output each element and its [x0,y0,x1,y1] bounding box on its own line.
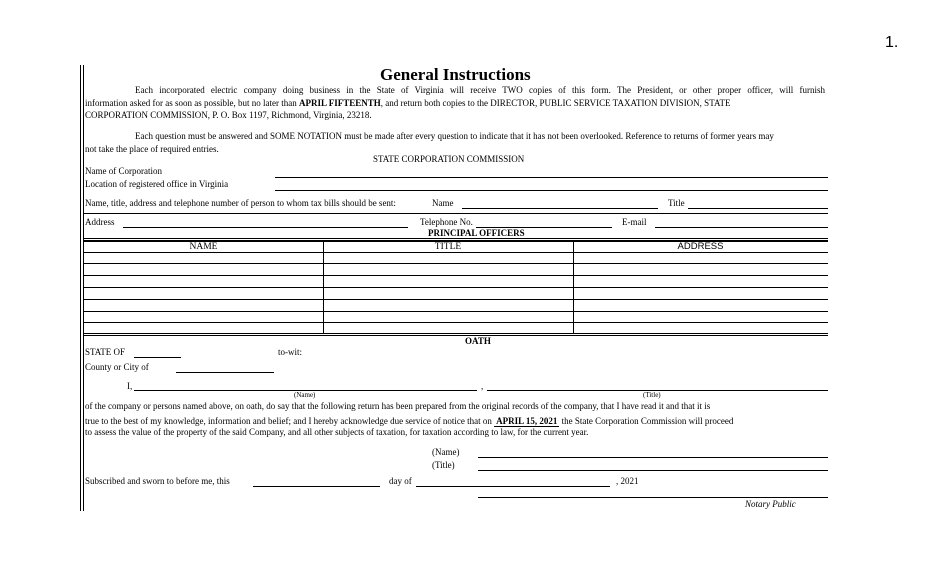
left-border-inner [83,65,84,511]
year-label: , 2021 [616,476,639,486]
address-label: Address [85,217,115,227]
page-title: General Instructions [380,65,531,84]
officers-row-line [84,299,828,300]
oath-comma: , [481,381,484,391]
signature-name-label: (Name) [432,447,460,457]
para2-line2: not take the place of required entries. [85,143,219,154]
county-field[interactable] [176,372,274,373]
oath-line-1: of the company or persons named above, on oath, do say that the following return has been prepared from the original records of the company, that I have read it and that it is [85,401,711,411]
i-label: I, [127,381,133,391]
state-of-field[interactable] [134,357,181,358]
email-label: E-mail [622,217,647,227]
para1-line1: Each incorporated electric company doing business in the State of Virginia will receive TWO copies of this form. The President, or other proper officer, will furnish [135,85,825,95]
county-label: County or City of [85,362,149,372]
instructions-paragraph-1 [85,84,825,122]
name-of-corporation-label: Name of Corporation [85,166,162,176]
officers-col-title: TITLE [434,242,462,252]
state-of-label: STATE OF [85,347,126,357]
commission-label: STATE CORPORATION COMMISSION [373,154,525,164]
page-number: 1. [885,34,899,51]
principal-officers-heading: PRINCIPAL OFFICERS [428,228,525,238]
separator-line [84,213,828,214]
instructions-paragraph-2 [85,130,825,155]
subscribed-month-field[interactable] [416,486,610,487]
telephone-label: Telephone No. [420,217,473,227]
notary-signature-field[interactable] [478,497,828,498]
day-of-label: day of [389,476,412,486]
to-wit-label: to-wit: [278,347,302,357]
officers-table-bottom [84,333,828,336]
email-field[interactable] [655,227,828,228]
title-caption: (Title) [643,391,661,399]
officers-row-line [84,252,828,253]
para1-line2-pre: information asked for as soon as possible, but no later than [85,97,299,108]
name-label: Name [432,198,454,208]
para2-line1: Each question must be answered and SOME NOTATION must be made after every question to indicate that it has not been overlooked. Reference to returns of former years may [135,131,774,141]
name-of-corporation-field[interactable] [275,177,828,178]
oath-line-2-pre: true to the best of my knowledge, information and belief; and I hereby acknowledge due service of notice that on [85,416,495,426]
officers-row-line [84,322,828,323]
location-label: Location of registered office in Virginia [85,179,229,189]
address-field[interactable] [123,227,408,228]
officers-row-line [84,287,828,288]
officers-col-divider [323,241,324,334]
officers-col-name: NAME [189,242,218,252]
oath-line-2-post: the State Corporation Commission will proceed [559,416,734,426]
location-field[interactable] [275,190,828,191]
title-field[interactable] [688,208,828,209]
subscribed-day-field[interactable] [253,486,380,487]
signature-title-label: (Title) [432,460,455,470]
oath-line-3: to assess the value of the property of the said Company, and all other subjects of taxation, for taxation according to law, for the current year. [85,427,589,437]
oath-heading: OATH [465,336,491,346]
para1-line2 [85,97,825,110]
name-caption: (Name) [294,391,316,399]
officers-col-divider [573,241,574,334]
officers-row-line [84,263,828,264]
oath-line-2 [85,416,733,426]
subscribed-label: Subscribed and sworn to before me, this [85,476,230,486]
para1-line3: CORPORATION COMMISSION, P. O. Box 1197, Richmond, Virginia, 23218. [85,110,372,120]
officers-row-line [84,275,828,276]
tax-bill-person-label: Name, title, address and telephone number of person to whom tax bills should be sent: [85,198,396,208]
officers-row-line [84,311,828,312]
signature-name-field[interactable] [478,457,828,458]
notice-date: APRIL 15, 2021 [496,416,558,426]
para1-line2-post: , and return both copies to the DIRECTOR, PUBLIC SERVICE TAXATION DIVISION, STATE [380,97,731,108]
officers-col-address: ADDRESS [677,241,724,252]
name-field[interactable] [462,208,658,209]
signature-title-field[interactable] [478,470,828,471]
left-border [80,65,81,511]
deadline: APRIL FIFTEENTH [298,97,381,108]
title-label: Title [668,198,685,208]
notary-public-label: Notary Public [745,499,796,509]
